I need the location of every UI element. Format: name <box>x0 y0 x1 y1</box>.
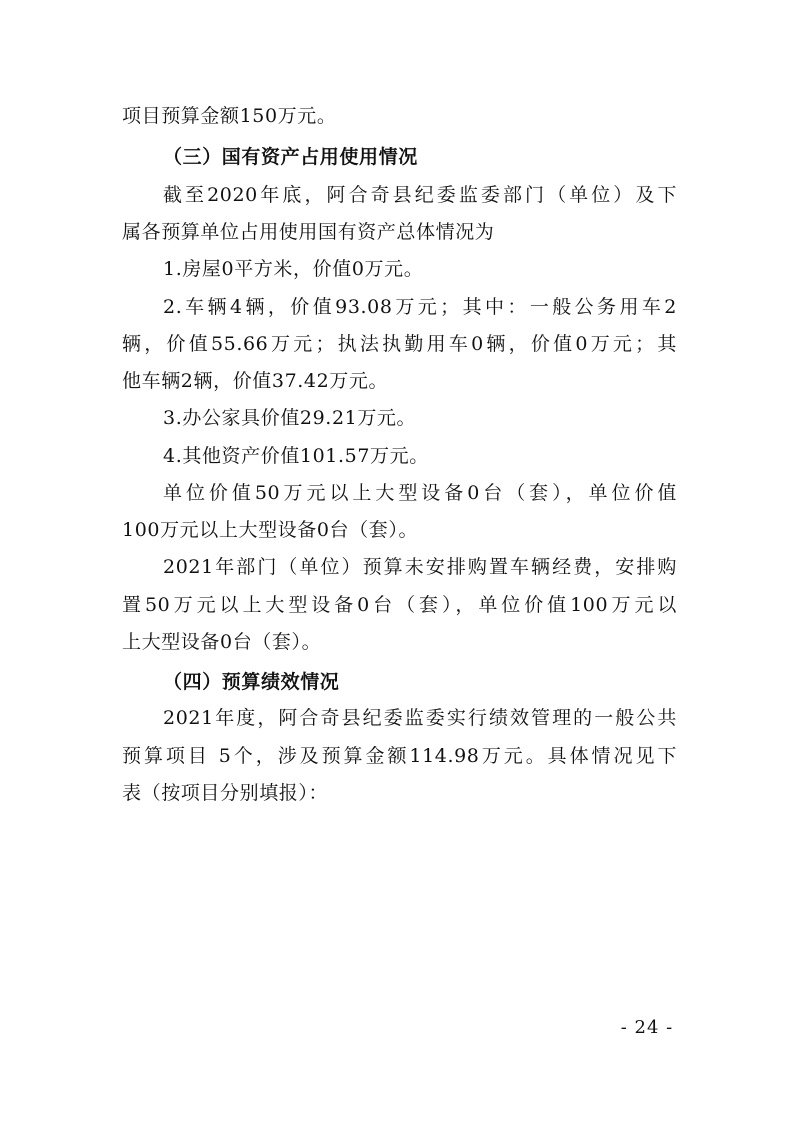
paragraph-line: 上大型设备0台（套）。 <box>122 631 322 653</box>
paragraph-line: 项目预算金额150万元。 <box>122 105 337 127</box>
paragraph-line: 辆，价值55.66万元；执法执勤用车0辆，价值0万元；其 <box>122 333 677 355</box>
paragraph-line: 2021年部门（单位）预算未安排购置车辆经费，安排购 <box>163 556 677 578</box>
paragraph-line: 100万元以上大型设备0台（套）。 <box>122 519 419 541</box>
list-item-furniture: 3.办公家具价值29.21万元。 <box>163 407 417 429</box>
page-number: - 24 - <box>620 1017 674 1038</box>
paragraph-line: 置50万元以上大型设备0台（套），单位价值100万元以 <box>122 594 677 616</box>
list-item-other-assets: 4.其他资产价值101.57万元。 <box>163 445 429 467</box>
list-item-housing: 1.房屋0平方米，价值0万元。 <box>163 258 424 280</box>
paragraph-line: 截至2020年底，阿合奇县纪委监委部门（单位）及下 <box>163 184 677 206</box>
paragraph-line: 表（按项目分别填报）： <box>122 782 329 804</box>
section-heading-assets: （三）国有资产占用使用情况 <box>163 146 418 168</box>
paragraph-line: 单位价值50万元以上大型设备0台（套），单位价值 <box>163 482 677 504</box>
paragraph-line: 属各预算单位占用使用国有资产总体情况为 <box>122 221 495 243</box>
paragraph-line: 2021年度，阿合奇县纪委监委实行绩效管理的一般公共 <box>163 707 677 729</box>
list-item-vehicles: 2.车辆4辆，价值93.08万元；其中：一般公务用车2 <box>163 296 677 318</box>
section-heading-performance: （四）预算绩效情况 <box>163 671 340 693</box>
paragraph-line: 他车辆2辆，价值37.42万元。 <box>122 370 389 392</box>
paragraph-line: 预算项目 5个，涉及预算金额114.98万元。具体情况见下 <box>122 745 677 767</box>
